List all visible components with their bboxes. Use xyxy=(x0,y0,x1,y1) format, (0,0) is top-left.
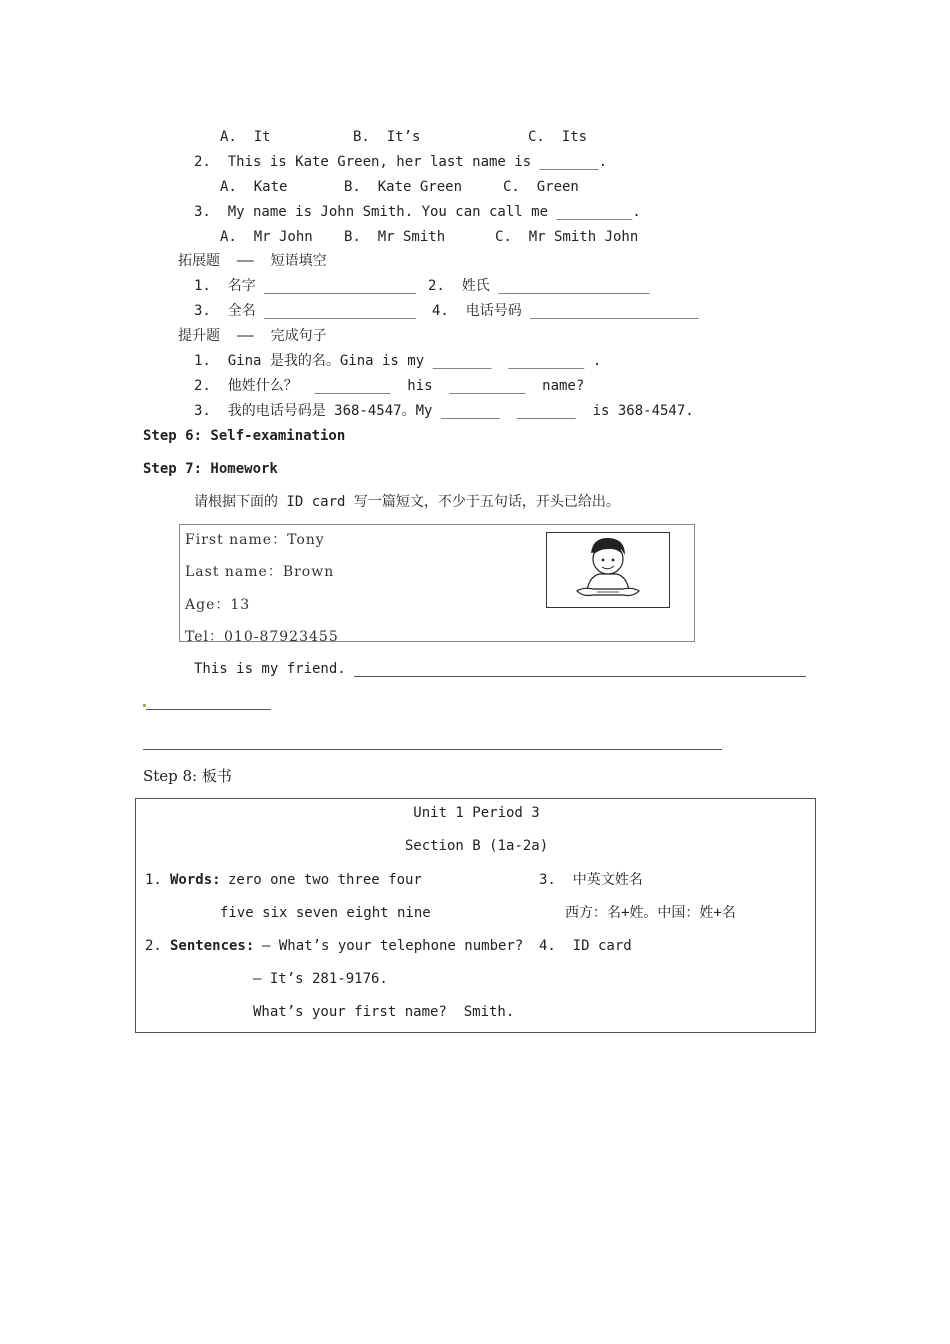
id-card-first-name: First name：Tony xyxy=(185,532,325,548)
improve-item-1: 1. Gina 是我的名。Gina is my _______ _________ . xyxy=(194,353,602,369)
step-7-heading: Step 7: Homework xyxy=(143,461,278,477)
q2-option-c: C. Green xyxy=(503,179,579,195)
extension-item-1: 1. 名字 __________________ xyxy=(194,278,416,294)
board-sentence-2: — It’s 281-9176. xyxy=(253,971,388,987)
q1-option-c: C. Its xyxy=(528,129,588,145)
writing-line-3 xyxy=(143,749,722,750)
id-card xyxy=(179,524,695,645)
boy-drawing-icon xyxy=(547,533,669,607)
question-2: 2. This is Kate Green, her last name is _______. xyxy=(194,154,608,170)
question-3: 3. My name is John Smith. You can call me _________. xyxy=(194,204,641,220)
q2-option-a: A. Kate xyxy=(220,179,288,195)
q1-option-b: B. It’s xyxy=(353,129,421,145)
step-6-heading: Step 6: Self-examination xyxy=(143,428,346,444)
id-card-age: Age：13 xyxy=(185,597,251,613)
board-title: Unit 1 Period 3 xyxy=(413,805,540,821)
blackboard-box xyxy=(135,798,816,1033)
board-item-3: 3. 中英文姓名 xyxy=(539,872,643,888)
homework-instruction: 请根据下面的 ID card 写一篇短文，不少于五句话，开头已给出。 xyxy=(194,494,620,510)
improve-title: 提升题 —— 完成句子 xyxy=(178,328,327,344)
board-item-2-number: 2. xyxy=(145,938,162,954)
boy-portrait-image xyxy=(546,532,670,608)
writing-line-1 xyxy=(354,676,806,677)
board-sentence-1: — What’s your telephone number? xyxy=(262,938,524,954)
q3-option-a: A. Mr John xyxy=(220,229,313,245)
step-8-heading: Step 8: 板书 xyxy=(143,767,232,785)
homework-start: This is my friend. xyxy=(194,661,346,677)
extension-item-3: 3. 全名 __________________ xyxy=(194,303,416,319)
improve-item-3: 3. 我的电话号码是 368-4547。My _______ _______ is 368-4547. xyxy=(194,403,694,419)
board-subtitle: Section B (1a-2a) xyxy=(404,838,549,854)
extension-title: 拓展题 —— 短语填空 xyxy=(178,253,327,269)
board-item-1-number: 1. xyxy=(145,872,162,888)
id-card-tel: Tel：010-87923455 xyxy=(185,629,339,645)
board-words-line-1: zero one two three four xyxy=(228,872,422,888)
marker-dot xyxy=(143,704,146,707)
extension-item-4: 4. 电话号码 ____________________ xyxy=(432,303,699,319)
board-item-4: 4. ID card xyxy=(539,938,632,954)
board-words-line-2: five six seven eight nine xyxy=(220,905,431,921)
improve-item-2: 2. 他姓什么？ _________ his _________ name? xyxy=(194,378,585,394)
q1-option-a: A. It xyxy=(220,129,271,145)
extension-item-2: 2. 姓氏 __________________ xyxy=(428,278,650,294)
board-item-1-label: Words: xyxy=(170,872,221,888)
board-sentence-3: What’s your first name? Smith. xyxy=(253,1004,515,1020)
q3-option-c: C. Mr Smith John xyxy=(495,229,639,245)
q3-option-b: B. Mr Smith xyxy=(344,229,446,245)
id-card-last-name: Last name：Brown xyxy=(185,564,335,580)
writing-line-2 xyxy=(146,709,271,710)
board-item-2-label: Sentences: xyxy=(170,938,255,954)
board-item-3-detail: 西方：名+姓。中国：姓+名 xyxy=(565,905,736,921)
q2-option-b: B. Kate Green xyxy=(344,179,463,195)
